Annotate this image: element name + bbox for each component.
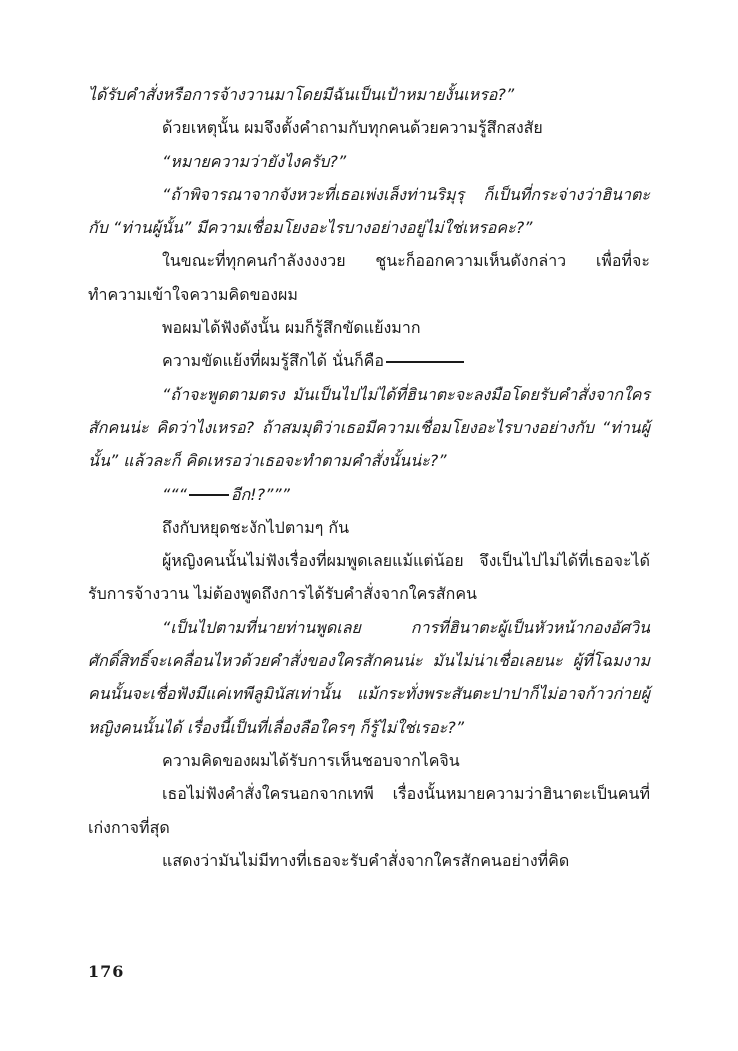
paragraph: แสดงว่ามันไม่มีทางที่เธอจะรับคำสั่งจากใครสักคนอย่างที่คิด [162,850,570,870]
page-number: 176 [88,962,125,981]
page-body [88,78,650,877]
em-dash [189,494,229,496]
paragraph: ถึงกับหยุดชะงักไปตามๆ กัน [162,517,350,537]
paragraph: “หมายความว่ายังไงครับ?” [162,151,347,171]
paragraph: ความคิดของผมได้รับการเห็นชอบจากไคจิน [162,750,460,770]
paragraph: “ถ้าจะพูดตามตรง มันเป็นไปไม่ได้ที่ฮินาตะจะลงมือโดยรับคำสั่งจากใครสักคนน่ะ คิดว่าไงเหรอ? ถ้าสมมุติว่าเธอมีความเชื่อมโยงอะไรบางอย่างกับ “ท่านผู้นั้น” แล้วละก็ คิดเหรอว่าเธอจะทำตามคำสั่งนั้นน่ะ?” [88,384,650,471]
paragraph-text: ความขัดแย้งที่ผมรู้สึกได้ นั่นก็คือ [162,351,384,371]
paragraph: “ถ้าพิจารณาจากจังหวะที่เธอเพ่งเล็งท่านริมุรุ ก็เป็นที่กระจ่างว่าฮินาตะกับ “ท่านผู้นั้น” มีความเชื่อมโยงอะไรบางอย่างอยู่ไม่ใช่เหรอคะ?” [88,184,650,238]
paragraph: ด้วยเหตุนั้น ผมจึงตั้งคำถามกับทุกคนด้วยความรู้สึกสงสัย [162,118,543,138]
paragraph [88,344,650,377]
paragraph: ในขณะที่ทุกคนกำลังงงงวย ชูนะก็ออกความเห็นดังกล่าว เพื่อที่จะทำความเข้าใจความคิดของผม [88,251,650,304]
paragraph-prefix: “““ [162,484,187,504]
paragraph: ได้รับคำสั่งหรือการจ้างวานมาโดยมีฉันเป็นเป้าหมายงั้นเหรอ?” [88,85,515,104]
em-dash [386,361,464,363]
paragraph: พอผมได้ฟังดังนั้น ผมก็รู้สึกขัดแย้งมาก [162,318,421,338]
paragraph: “เป็นไปตามที่นายท่านพูดเลย การที่ฮินาตะผู้เป็นหัวหน้ากองอัศวินศักดิ์สิทธิ์จะเคลื่อนไหวด้วยคำสั่งของใครสักคนน่ะ มันไม่น่าเชื่อเลยนะ ผู้ที่โฉมงามคนนั้นจะเชื่อฟังมีแค่เทพีลูมินัสเท่านั้น แม้กระทั่งพระสันตะปาปาก็ไม่อาจก้าวก่ายผู้หญิงคนนั้นได้ เรื่องนี้เป็นที่เลื่องลือใครๆ ก็รู้ไม่ใช่เรอะ?” [88,617,650,737]
paragraph-text: อีก!?””” [230,484,290,504]
paragraph: เธอไม่ฟังคำสั่งใครนอกจากเทพี เรื่องนั้นหมายความว่าฮินาตะเป็นคนที่เก่งกาจที่สุด [88,784,650,837]
paragraph: ผู้หญิงคนนั้นไม่ฟังเรื่องที่ผมพูดเลยแม้แต่น้อย จึงเป็นไปไม่ได้ที่เธอจะได้รับการจ้างวาน ไม่ต้องพูดถึงการได้รับคำสั่งจากใครสักคน [88,551,650,604]
paragraph [88,478,650,511]
